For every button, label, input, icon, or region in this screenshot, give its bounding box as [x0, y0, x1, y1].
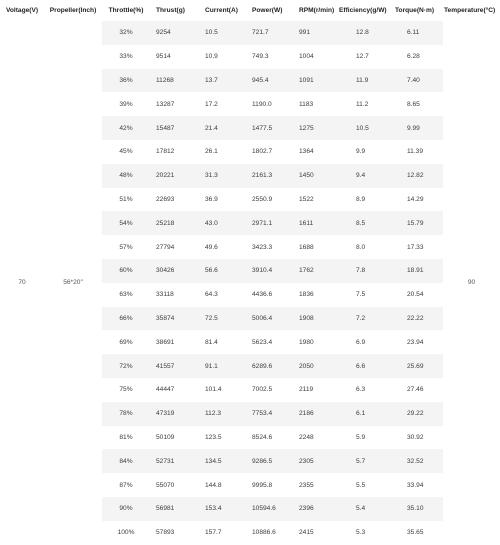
- efficiency-cell: 6.6: [336, 354, 393, 378]
- rpm-cell: 2355: [299, 481, 314, 489]
- throttle-cell: 63%: [119, 291, 133, 299]
- rpm-cell: 2050: [288, 354, 336, 378]
- rpm-cell: 2119: [299, 386, 314, 394]
- torque-cell: 15.79: [393, 211, 443, 235]
- power-cell: 2971.1: [241, 211, 288, 235]
- current-cell: 144.8: [205, 481, 222, 489]
- table-row: [0, 21, 500, 45]
- efficiency-cell: 9.4: [336, 164, 393, 188]
- throttle-cell: 57%: [119, 243, 133, 251]
- throttle-cell: 78%: [102, 402, 150, 426]
- efficiency-cell: 12.7: [356, 53, 369, 61]
- current-cell: 153.4: [194, 497, 241, 521]
- thrust-cell: 50109: [156, 433, 175, 441]
- thrust-cell: 11268: [150, 69, 194, 93]
- thrust-cell: 13287: [156, 100, 175, 108]
- current-cell: 112.3: [194, 402, 241, 426]
- torque-cell: 6.11: [393, 21, 443, 45]
- thrust-cell: 44447: [156, 386, 175, 394]
- rpm-cell: 1364: [299, 148, 314, 156]
- rpm-cell: 1908: [288, 307, 336, 331]
- header-throttle: Throttle(%): [108, 7, 144, 14]
- throttle-cell: 45%: [119, 148, 133, 156]
- rpm-cell: 1980: [299, 338, 314, 346]
- torque-cell: 22.22: [393, 307, 443, 331]
- torque-cell: 35.10: [393, 497, 443, 521]
- torque-cell: 29.22: [393, 402, 443, 426]
- current-cell: 72.5: [194, 307, 241, 331]
- efficiency-cell: 8.9: [356, 195, 366, 203]
- power-cell: 10594.6: [241, 497, 288, 521]
- voltage-cell: 70: [0, 21, 44, 545]
- throttle-cell: 42%: [102, 116, 150, 140]
- current-cell: 56.6: [194, 259, 241, 283]
- table-body: [0, 21, 500, 545]
- rpm-cell: 991: [288, 21, 336, 45]
- header-thrust: Thrust(g): [156, 7, 185, 14]
- rpm-cell: 1450: [288, 164, 336, 188]
- thrust-cell: 57893: [156, 529, 175, 537]
- efficiency-cell: 11.9: [336, 69, 393, 93]
- current-cell: 26.1: [205, 148, 218, 156]
- power-cell: 1802.7: [252, 148, 273, 156]
- table-header: [0, 0, 500, 21]
- torque-cell: 27.46: [407, 386, 424, 394]
- torque-cell: 30.92: [407, 433, 424, 441]
- throttle-cell: 69%: [119, 338, 133, 346]
- header-rpm: RPM(r/min): [299, 7, 335, 14]
- efficiency-cell: 6.1: [336, 402, 393, 426]
- efficiency-cell: 7.8: [336, 259, 393, 283]
- rpm-cell: 1183: [299, 100, 314, 108]
- rpm-cell: 1091: [288, 69, 336, 93]
- throttle-cell: 100%: [117, 529, 135, 537]
- power-cell: 10886.6: [252, 529, 276, 537]
- rpm-cell: 1004: [299, 53, 314, 61]
- thrust-cell: 20221: [150, 164, 194, 188]
- rpm-cell: 2248: [299, 433, 314, 441]
- header-current: Current(A): [205, 7, 238, 14]
- throttle-cell: 72%: [102, 354, 150, 378]
- torque-cell: 18.91: [393, 259, 443, 283]
- power-cell: 6289.6: [241, 354, 288, 378]
- power-cell: 7002.5: [252, 386, 273, 394]
- power-cell: 5006.4: [241, 307, 288, 331]
- power-cell: 2161.3: [241, 164, 288, 188]
- thrust-cell: 33118: [156, 291, 174, 299]
- thrust-cell: 15487: [150, 116, 194, 140]
- throttle-cell: 84%: [102, 449, 150, 473]
- current-cell: 101.4: [205, 386, 222, 394]
- throttle-cell: 75%: [119, 386, 133, 394]
- torque-cell: 9.99: [393, 116, 443, 140]
- torque-cell: 32.52: [393, 449, 443, 473]
- rpm-cell: 2305: [288, 449, 336, 473]
- current-cell: 36.9: [205, 195, 218, 203]
- thrust-cell: 22693: [156, 195, 175, 203]
- efficiency-cell: 8.5: [336, 211, 393, 235]
- power-cell: 721.7: [241, 21, 288, 45]
- thrust-cell: 30426: [150, 259, 194, 283]
- torque-cell: 17.33: [407, 243, 424, 251]
- rpm-cell: 2186: [288, 402, 336, 426]
- efficiency-cell: 9.9: [356, 148, 366, 156]
- throttle-cell: 51%: [119, 195, 133, 203]
- header-voltage: Voltage(V): [5, 7, 39, 14]
- torque-cell: 12.82: [393, 164, 443, 188]
- throttle-cell: 90%: [102, 497, 150, 521]
- thrust-cell: 35874: [150, 307, 194, 331]
- power-cell: 9995.8: [252, 481, 273, 489]
- power-cell: 945.4: [241, 69, 288, 93]
- power-cell: 1190.0: [252, 100, 272, 108]
- rpm-cell: 1275: [288, 116, 336, 140]
- torque-cell: 14.29: [407, 195, 424, 203]
- rpm-cell: 1522: [299, 195, 314, 203]
- rpm-cell: 1611: [288, 211, 336, 235]
- thrust-cell: 17812: [156, 148, 175, 156]
- thrust-cell: 47319: [150, 402, 194, 426]
- throttle-cell: 60%: [102, 259, 150, 283]
- power-cell: 8524.6: [252, 433, 273, 441]
- header-temperature: Temperature(°C): [444, 7, 496, 14]
- throttle-cell: 33%: [119, 53, 133, 61]
- current-cell: 31.3: [194, 164, 241, 188]
- power-cell: 7753.4: [241, 402, 288, 426]
- header-row: [0, 0, 500, 21]
- thrust-cell: 38691: [156, 338, 175, 346]
- throttle-cell: 48%: [102, 164, 150, 188]
- header-torque: Torque(N·m): [395, 7, 435, 14]
- current-cell: 81.4: [205, 338, 218, 346]
- throttle-cell: 36%: [102, 69, 150, 93]
- thrust-cell: 56981: [150, 497, 194, 521]
- throttle-cell: 39%: [119, 100, 133, 108]
- header-power: Power(W): [252, 7, 283, 14]
- efficiency-cell: 5.9: [356, 433, 366, 441]
- power-cell: 1477.5: [241, 116, 288, 140]
- rpm-cell: 2396: [288, 497, 336, 521]
- efficiency-cell: 6.9: [356, 338, 366, 346]
- rpm-cell: 1836: [299, 291, 314, 299]
- current-cell: 157.7: [205, 529, 222, 537]
- torque-cell: 33.94: [407, 481, 424, 489]
- efficiency-cell: 5.7: [336, 449, 393, 473]
- efficiency-cell: 11.2: [356, 100, 369, 108]
- current-cell: 43.0: [194, 211, 241, 235]
- header-efficiency: Efficiency(g/W): [339, 7, 387, 14]
- power-cell: 3910.4: [241, 259, 288, 283]
- current-cell: 49.6: [205, 243, 218, 251]
- thrust-cell: 25218: [150, 211, 194, 235]
- power-cell: 4436.6: [252, 291, 273, 299]
- power-cell: 749.3: [252, 53, 269, 61]
- torque-cell: 8.65: [407, 100, 420, 108]
- rpm-cell: 2415: [299, 529, 314, 537]
- current-cell: 10.9: [205, 53, 218, 61]
- header-propeller: Propeller(Inch): [49, 7, 97, 14]
- throttle-cell: 81%: [119, 433, 133, 441]
- throttle-cell: 54%: [102, 211, 150, 235]
- efficiency-cell: 6.3: [356, 386, 366, 394]
- efficiency-cell: 5.3: [356, 529, 366, 537]
- torque-cell: 11.39: [407, 148, 424, 156]
- torque-cell: 6.28: [407, 53, 420, 61]
- current-cell: 91.1: [194, 354, 241, 378]
- torque-cell: 7.40: [393, 69, 443, 93]
- throttle-cell: 87%: [119, 481, 133, 489]
- power-cell: 5623.4: [252, 338, 273, 346]
- torque-cell: 25.69: [393, 354, 443, 378]
- propeller-cell: 56*20": [44, 21, 102, 545]
- thrust-cell: 9254: [150, 21, 194, 45]
- current-cell: 10.5: [194, 21, 241, 45]
- power-cell: 9286.5: [241, 449, 288, 473]
- efficiency-cell: 7.2: [336, 307, 393, 331]
- throttle-cell: 66%: [102, 307, 150, 331]
- rpm-cell: 1762: [288, 259, 336, 283]
- temperature-cell: 90: [443, 21, 500, 545]
- efficiency-cell: 10.5: [336, 116, 393, 140]
- current-cell: 123.5: [205, 433, 222, 441]
- power-cell: 3423.3: [252, 243, 273, 251]
- torque-cell: 20.54: [407, 291, 424, 299]
- rpm-cell: 1688: [299, 243, 314, 251]
- thrust-cell: 52731: [150, 449, 194, 473]
- thrust-cell: 27794: [156, 243, 175, 251]
- efficiency-cell: 5.5: [356, 481, 366, 489]
- efficiency-cell: 12.8: [336, 21, 393, 45]
- current-cell: 21.4: [194, 116, 241, 140]
- current-cell: 64.3: [205, 291, 218, 299]
- current-cell: 13.7: [194, 69, 241, 93]
- thrust-cell: 41557: [150, 354, 194, 378]
- throttle-cell: 32%: [102, 21, 150, 45]
- efficiency-cell: 5.4: [336, 497, 393, 521]
- torque-cell: 35.65: [407, 529, 424, 537]
- thrust-cell: 55070: [156, 481, 175, 489]
- torque-cell: 23.94: [407, 338, 424, 346]
- current-cell: 134.5: [194, 449, 241, 473]
- efficiency-cell: 8.0: [356, 243, 366, 251]
- thrust-cell: 9514: [156, 53, 171, 61]
- current-cell: 17.2: [205, 100, 218, 108]
- power-cell: 2550.9: [252, 195, 273, 203]
- efficiency-cell: 7.5: [356, 291, 366, 299]
